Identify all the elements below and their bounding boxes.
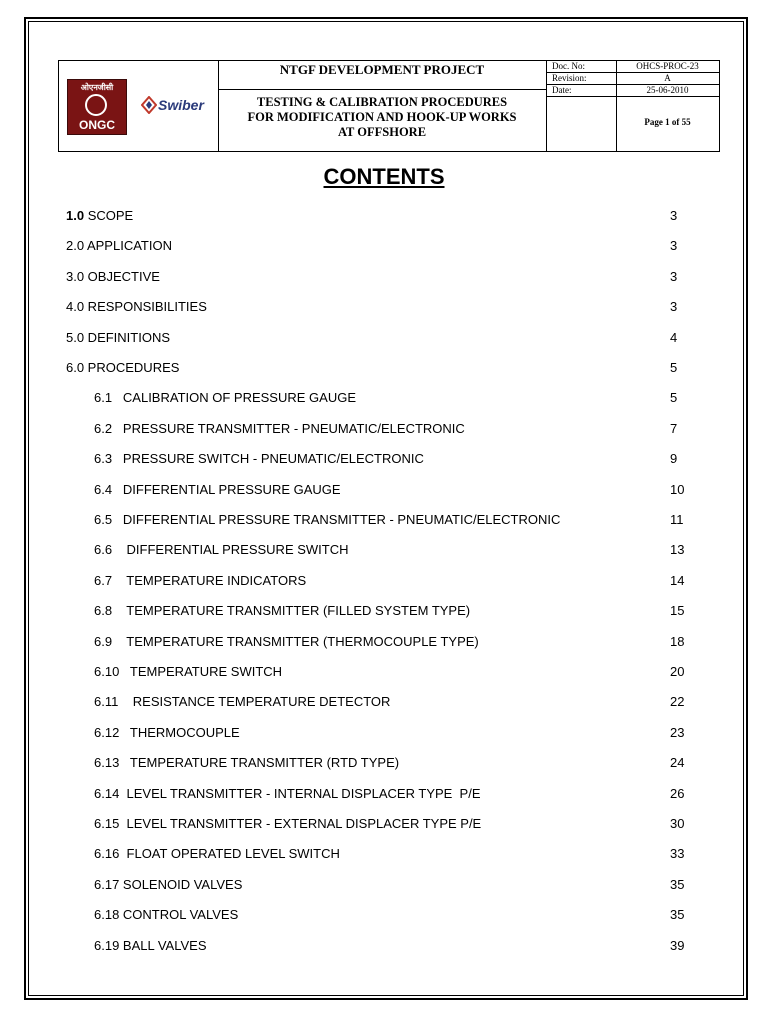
swiber-logo-text: Swiber [158, 97, 204, 113]
toc-entry-page: 10 [670, 481, 685, 497]
toc-entry-label [94, 754, 399, 772]
toc-entry-text: 6.0 PROCEDURES [66, 360, 180, 375]
toc-entry[interactable] [0, 663, 768, 681]
toc-entry[interactable] [0, 329, 768, 347]
toc-entry[interactable] [0, 389, 768, 407]
doc-no-label: Doc. No: [552, 61, 585, 71]
toc-entry[interactable] [0, 815, 768, 833]
toc-entry-page: 24 [670, 755, 685, 771]
toc-entry-page: 9 [670, 451, 678, 467]
toc-entry-text: 6.16 FLOAT OPERATED LEVEL SWITCH [94, 846, 340, 862]
toc-entry-label [94, 663, 282, 681]
toc-entry-text: 6.17 SOLENOID VALVES [94, 876, 243, 892]
toc-entry[interactable] [0, 906, 768, 924]
toc-entry-page: 23 [670, 724, 685, 740]
toc-entry-page: 35 [670, 876, 685, 892]
swiber-mark-icon [141, 96, 157, 114]
title-cell [218, 61, 547, 151]
toc-entry-text: 6.11 RESISTANCE TEMPERATURE DETECTOR [94, 694, 391, 710]
toc-entry-page: 3 [670, 268, 678, 284]
toc-entry-label [94, 815, 481, 833]
toc-entry-label [94, 693, 390, 711]
toc-entry-page: 3 [670, 299, 678, 315]
toc-entry-label [94, 450, 424, 468]
toc-entry-page: 30 [670, 816, 685, 831]
ongc-logo [67, 79, 127, 135]
toc-entry-label [94, 572, 306, 590]
toc-entry[interactable] [0, 937, 768, 955]
toc-entry[interactable] [0, 724, 768, 742]
toc-entry-text: 6.19 BALL VALVES [94, 937, 207, 953]
toc-entry[interactable] [0, 541, 768, 559]
toc-entry-text: 6.7 TEMPERATURE INDICATORS [94, 572, 307, 588]
toc-entry-page: 18 [670, 633, 685, 649]
doc-no-value: OHCS-PROC-23 [636, 61, 699, 71]
toc-entry-text: 6.13 TEMPERATURE TRANSMITTER (RTD TYPE) [94, 755, 400, 771]
contents-heading: CONTENTS [323, 164, 445, 189]
ongc-logo-text: ONGC [79, 118, 115, 132]
toc-entry[interactable] [0, 359, 768, 377]
toc-entry-text: 6.15 LEVEL TRANSMITTER - EXTERNAL DISPLACER TYPE P/E [94, 816, 482, 831]
toc-entry-label [94, 481, 341, 499]
toc-entry-page: 20 [670, 664, 685, 679]
revision-row [546, 73, 719, 85]
toc-entry[interactable] [0, 845, 768, 863]
toc-entry[interactable] [0, 207, 768, 225]
toc-entry-page: 15 [670, 603, 685, 619]
toc-entry[interactable] [0, 420, 768, 438]
toc-entry-text: 6.14 LEVEL TRANSMITTER - INTERNAL DISPLACER TYPE P/E [94, 785, 481, 801]
toc-entry-label [66, 207, 133, 225]
document-title-line-2: FOR MODIFICATION AND HOOK-UP WORKS [247, 110, 517, 124]
toc-entry-label [94, 602, 470, 620]
page-number: Page 1 of 55 [644, 117, 691, 127]
ongc-emblem-icon [85, 94, 107, 116]
toc-entry-text: 2.0 APPLICATION [66, 238, 172, 254]
toc-entry-label [94, 785, 481, 803]
toc-entry-label [94, 845, 340, 863]
toc-entry[interactable] [0, 785, 768, 803]
toc-entry-text: 6.8 TEMPERATURE TRANSMITTER (FILLED SYSTEM TYPE) [94, 603, 471, 619]
toc-entry[interactable] [0, 450, 768, 468]
toc-entry-label [94, 420, 465, 438]
toc-entry[interactable] [0, 268, 768, 286]
toc-entry[interactable] [0, 633, 768, 651]
toc-entry[interactable] [0, 754, 768, 772]
toc-entry-number: 1.0 [66, 208, 85, 223]
toc-entry-page: 35 [670, 907, 685, 923]
toc-entry-page: 26 [670, 785, 685, 801]
toc-entry-page: 33 [670, 846, 685, 862]
toc-entry[interactable] [0, 511, 768, 529]
toc-entry-page: 13 [670, 542, 685, 558]
toc-entry-label [94, 633, 479, 651]
toc-entry[interactable] [0, 693, 768, 711]
toc-entry-label [94, 724, 240, 742]
toc-entry-text: SCOPE [84, 208, 134, 223]
toc-entry-label [66, 268, 160, 286]
document-header-table [58, 60, 720, 152]
date-row [546, 85, 719, 97]
toc-entry-label [94, 906, 238, 924]
revision-value: A [664, 73, 671, 83]
project-name: NTGF DEVELOPMENT PROJECT [218, 61, 546, 90]
toc-entry-text: 6.12 THERMOCOUPLE [94, 724, 240, 740]
toc-entry-text: 5.0 DEFINITIONS [66, 329, 171, 345]
toc-entry[interactable] [0, 876, 768, 894]
toc-entry-label [94, 389, 356, 407]
toc-entry[interactable] [0, 237, 768, 255]
toc-entry[interactable] [0, 602, 768, 620]
toc-entry-text: 6.5 DIFFERENTIAL PRESSURE TRANSMITTER - PNEUMATIC/ELECTRONIC [94, 512, 561, 527]
ongc-logo-top-text: ओएनजीसी [80, 83, 114, 92]
toc-entry-page: 3 [670, 238, 678, 254]
date-value: 25-06-2010 [646, 85, 689, 95]
toc-entry-page: 5 [670, 390, 678, 406]
toc-entry[interactable] [0, 572, 768, 590]
toc-entry-page: 4 [670, 329, 678, 345]
toc-entry-label [66, 298, 207, 316]
toc-entry-text: 3.0 OBJECTIVE [66, 268, 160, 284]
toc-entry-label [94, 511, 560, 529]
toc-entry-text: 6.9 TEMPERATURE TRANSMITTER (THERMOCOUPLE TYPE) [94, 633, 479, 649]
revision-label: Revision: [552, 73, 587, 83]
toc-entry-label [94, 541, 349, 559]
toc-entry-page: 5 [670, 360, 678, 375]
toc-entry-text: 6.4 DIFFERENTIAL PRESSURE GAUGE [94, 481, 341, 497]
toc-entry[interactable] [0, 298, 768, 316]
swiber-logo [141, 94, 213, 118]
document-title [218, 95, 546, 140]
doc-no-row [546, 61, 719, 73]
toc-entry-label [94, 876, 242, 894]
toc-entry-text: 4.0 RESPONSIBILITIES [66, 299, 207, 315]
document-title-line-1: TESTING & CALIBRATION PROCEDURES [256, 95, 508, 109]
toc-entry-text: 6.6 DIFFERENTIAL PRESSURE SWITCH [94, 542, 349, 558]
toc-entry-text: 6.1 CALIBRATION OF PRESSURE GAUGE [94, 390, 356, 406]
toc-entry-label [66, 329, 170, 347]
toc-entry[interactable] [0, 481, 768, 499]
toc-entry-page: 39 [670, 937, 685, 953]
toc-entry-text: 6.18 CONTROL VALVES [94, 907, 239, 923]
logo-cell [59, 61, 219, 151]
toc-entry-page: 7 [670, 420, 678, 436]
toc-entry-page: 3 [670, 208, 678, 223]
toc-entry-page: 22 [670, 694, 685, 710]
toc-entry-page: 14 [670, 572, 685, 588]
document-meta-cell [546, 61, 719, 151]
date-label: Date: [552, 85, 572, 95]
toc-entry-label [94, 937, 207, 955]
toc-entry-text: 6.3 PRESSURE SWITCH - PNEUMATIC/ELECTRONIC [94, 451, 424, 467]
toc-entry-label [66, 359, 179, 377]
toc-entry-label [66, 237, 172, 255]
toc-entry-text: 6.10 TEMPERATURE SWITCH [94, 664, 283, 679]
toc-entry-page: 11 [670, 512, 684, 527]
toc-entry-text: 6.2 PRESSURE TRANSMITTER - PNEUMATIC/ELECTRONIC [94, 420, 465, 436]
document-title-line-3: AT OFFSHORE [337, 125, 427, 139]
